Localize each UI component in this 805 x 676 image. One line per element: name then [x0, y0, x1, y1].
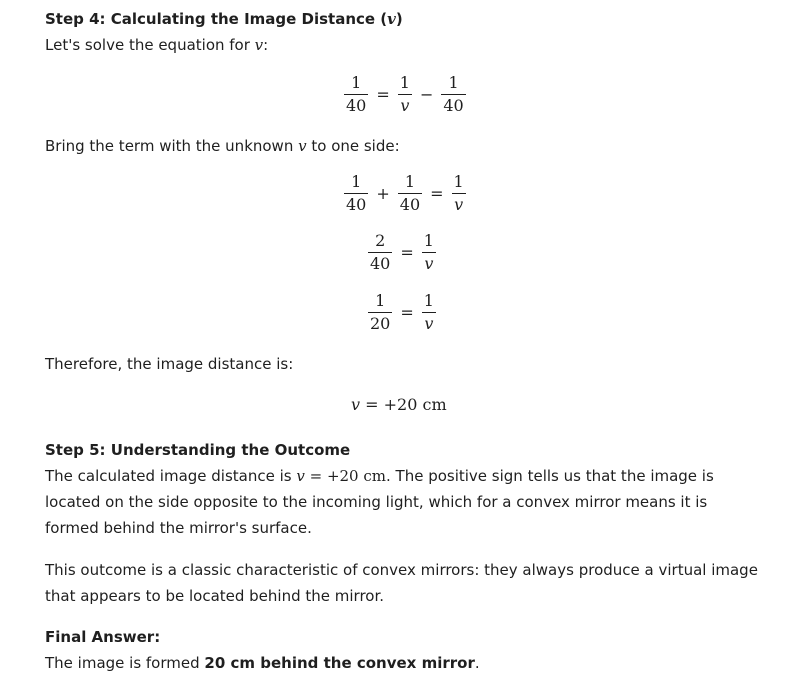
eq2-term1: $\frac{1}{40}$ — [346, 172, 367, 214]
eq2-term2: $\frac{1}{40}$ — [399, 172, 421, 214]
eq3-lhs: $\frac{2}{40}$ — [370, 231, 391, 273]
step4-intro: Let's solve the equation for v: — [45, 36, 269, 54]
step5-paragraph-2: This outcome is a classic characteristic of convex mirrors: they always produce a virtual image that appears to be located behind the mirror. — [45, 561, 758, 605]
equation-2: $\frac{1}{40}$ + $\frac{1}{40}$ = $\frac{1}{v}$ — [346, 172, 464, 214]
bring-text: Bring the term with the unknown v to one side: — [45, 137, 400, 155]
eq2-rhs: $\frac{1}{v}$ — [453, 172, 464, 214]
therefore-text: Therefore, the image distance is: — [45, 355, 294, 373]
equation-1: $\frac{1}{40}$ = $\frac{1}{v}$ − $\frac{1}{40}$ — [346, 73, 464, 115]
eq1-term1: $\frac{1}{v}$ — [399, 73, 410, 115]
final-answer-heading: Final Answer: — [45, 628, 161, 646]
eq4-lhs: $\frac{1}{20}$ — [370, 291, 391, 333]
eq1-lhs: $\frac{1}{40}$ — [346, 73, 367, 115]
eq1-term2: $\frac{1}{40}$ — [443, 73, 464, 115]
final-answer-text: The image is formed 20 cm behind the convex mirror. — [45, 654, 480, 672]
equation-4: $\frac{1}{20}$ = $\frac{1}{v}$ — [370, 291, 434, 333]
step4-heading: Step 4: Calculating the Image Distance (v) — [45, 10, 403, 28]
result-equation: v = +20 cm — [351, 395, 447, 414]
eq4-rhs: $\frac{1}{v}$ — [423, 291, 434, 333]
step5-heading: Step 5: Understanding the Outcome — [45, 441, 351, 459]
eq3-rhs: $\frac{1}{v}$ — [423, 231, 434, 273]
equation-3: $\frac{2}{40}$ = $\frac{1}{v}$ — [370, 231, 434, 273]
step5-paragraph-1: The calculated image distance is v = +20 cm. The positive sign tells us that the image is located on the side opposite to the incoming light, which for a convex mirror means it is formed behind the mirror's surface. — [45, 467, 714, 537]
